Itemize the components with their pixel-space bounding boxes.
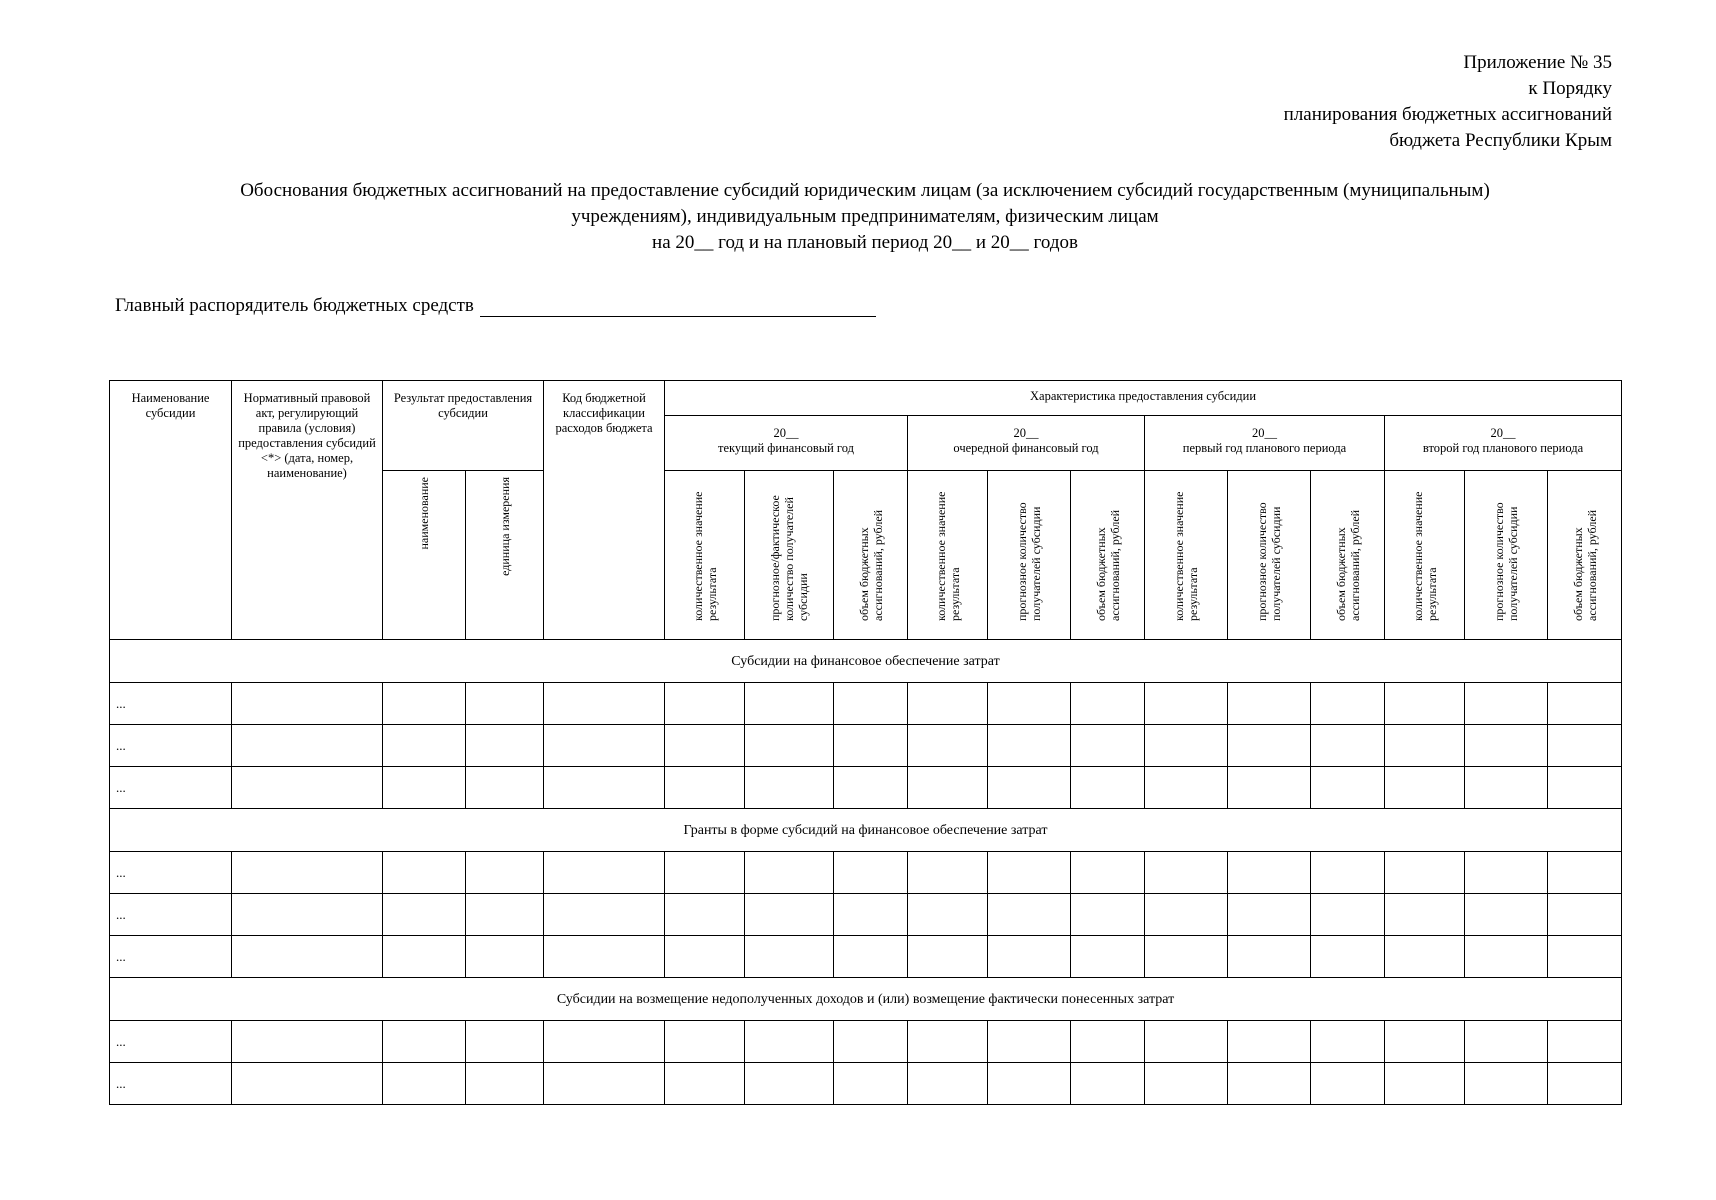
row-name-cell[interactable]: ... — [110, 725, 232, 767]
table-cell[interactable] — [908, 936, 988, 978]
table-cell[interactable] — [665, 725, 745, 767]
table-cell[interactable] — [1071, 852, 1145, 894]
table-cell[interactable] — [232, 936, 383, 978]
header-year-plan-1 — [1145, 416, 1385, 471]
table-cell[interactable] — [1071, 936, 1145, 978]
table-cell[interactable] — [908, 725, 988, 767]
distributor-field — [115, 295, 876, 317]
table-cell[interactable] — [908, 767, 988, 809]
table-cell[interactable] — [908, 1021, 988, 1063]
table-cell[interactable] — [1465, 852, 1548, 894]
table-cell[interactable] — [1548, 894, 1622, 936]
table-cell[interactable] — [988, 767, 1071, 809]
header-y2-quantity: количественное значение результата — [908, 471, 988, 640]
section-row — [110, 978, 1622, 1021]
table-cell[interactable] — [988, 1021, 1071, 1063]
table-cell[interactable] — [544, 894, 665, 936]
header-result-unit: единица измерения — [466, 471, 544, 640]
table-cell[interactable] — [665, 683, 745, 725]
table-cell[interactable] — [908, 683, 988, 725]
header-subsidy-name: Наименование субсидии — [110, 381, 232, 640]
table-cell[interactable] — [232, 1063, 383, 1105]
table-cell[interactable] — [1548, 936, 1622, 978]
header-y2-amount: объем бюджетных ассигнований, рублей — [1071, 471, 1145, 640]
table-cell[interactable] — [665, 852, 745, 894]
table-cell[interactable] — [1145, 936, 1228, 978]
table-cell[interactable] — [1228, 1063, 1311, 1105]
table-cell[interactable] — [745, 767, 834, 809]
table-cell[interactable] — [1311, 767, 1385, 809]
row-name-cell[interactable]: ... — [110, 1021, 232, 1063]
table-cell[interactable] — [1071, 683, 1145, 725]
table-cell[interactable] — [1311, 725, 1385, 767]
table-row — [110, 936, 1622, 978]
table-cell[interactable] — [1071, 1021, 1145, 1063]
table-cell[interactable] — [1548, 767, 1622, 809]
table-cell[interactable] — [466, 767, 544, 809]
document-title — [115, 178, 1615, 256]
title-line-2: учреждениям), индивидуальным предпринимателям, физическим лицам — [571, 206, 1159, 227]
year-plan-1-value: 20__ — [1252, 426, 1278, 440]
header-y4-recipients: прогнозное количество получателей субсидии — [1465, 471, 1548, 640]
header-y1-quantity: количественное значение результата — [665, 471, 745, 640]
table-cell[interactable] — [988, 936, 1071, 978]
table-row — [110, 894, 1622, 936]
table-cell[interactable] — [1548, 683, 1622, 725]
table-cell[interactable] — [544, 852, 665, 894]
table-cell[interactable] — [1228, 725, 1311, 767]
table-cell[interactable] — [383, 1021, 466, 1063]
table-cell[interactable] — [745, 683, 834, 725]
header-year-next — [908, 416, 1145, 471]
row-name-cell[interactable]: ... — [110, 852, 232, 894]
row-name-cell[interactable]: ... — [110, 936, 232, 978]
table-cell[interactable] — [1071, 894, 1145, 936]
table-cell[interactable] — [383, 852, 466, 894]
row-name-cell[interactable]: ... — [110, 894, 232, 936]
appendix-ref: к Порядку — [1528, 78, 1612, 99]
table-cell[interactable] — [1465, 683, 1548, 725]
header-y3-quantity: количественное значение результата — [1145, 471, 1228, 640]
table-cell[interactable] — [745, 936, 834, 978]
table-cell[interactable] — [665, 936, 745, 978]
table-cell[interactable] — [1228, 1021, 1311, 1063]
header-y4-quantity: количественное значение результата — [1385, 471, 1465, 640]
table-cell[interactable] — [834, 852, 908, 894]
table-cell[interactable] — [1385, 852, 1465, 894]
table-cell[interactable] — [232, 767, 383, 809]
table-cell[interactable] — [1228, 894, 1311, 936]
appendix-number: Приложение № 35 — [1463, 52, 1612, 73]
table-cell[interactable] — [232, 894, 383, 936]
table-cell[interactable] — [232, 725, 383, 767]
table-cell[interactable] — [544, 767, 665, 809]
table-cell[interactable] — [988, 725, 1071, 767]
table-cell[interactable] — [1311, 683, 1385, 725]
table-cell[interactable] — [1311, 852, 1385, 894]
year-current-label: текущий финансовый год — [718, 441, 854, 455]
table-cell[interactable] — [834, 894, 908, 936]
table-cell[interactable] — [834, 1021, 908, 1063]
table-row — [110, 683, 1622, 725]
row-name-cell[interactable]: ... — [110, 767, 232, 809]
title-line-1: Обоснования бюджетных ассигнований на предоставление субсидий юридическим лицам (за исключением субсидий государственным (муниципальным) — [240, 180, 1490, 201]
table-cell[interactable] — [1145, 894, 1228, 936]
table-cell[interactable] — [1311, 1021, 1385, 1063]
table-cell[interactable] — [1228, 683, 1311, 725]
table-cell[interactable] — [1145, 683, 1228, 725]
section-title: Гранты в форме субсидий на финансовое обеспечение затрат — [110, 809, 1622, 852]
table-cell[interactable] — [1465, 936, 1548, 978]
header-y1-amount: объем бюджетных ассигнований, рублей — [834, 471, 908, 640]
table-cell[interactable] — [383, 936, 466, 978]
table-cell[interactable] — [466, 725, 544, 767]
table-cell[interactable] — [1228, 767, 1311, 809]
table-cell[interactable] — [1228, 936, 1311, 978]
section-row — [110, 809, 1622, 852]
year-plan-1-label: первый год планового периода — [1182, 441, 1347, 455]
table-cell[interactable] — [1385, 725, 1465, 767]
subsidy-form-table — [109, 380, 1622, 1105]
table-cell[interactable] — [1228, 852, 1311, 894]
header-budget-code: Код бюджетной классификации расходов бюджета — [544, 381, 665, 640]
year-plan-2-value: 20__ — [1490, 426, 1516, 440]
table-cell[interactable] — [544, 1063, 665, 1105]
table-cell[interactable] — [1465, 894, 1548, 936]
table-cell[interactable] — [1548, 725, 1622, 767]
table-cell[interactable] — [1145, 1063, 1228, 1105]
table-cell[interactable] — [1145, 1021, 1228, 1063]
table-cell[interactable] — [544, 683, 665, 725]
table-cell[interactable] — [834, 683, 908, 725]
table-cell[interactable] — [665, 1063, 745, 1105]
table-cell[interactable] — [834, 767, 908, 809]
table-cell[interactable] — [988, 894, 1071, 936]
header-result-name: наименование — [383, 471, 466, 640]
table-row — [110, 725, 1622, 767]
appendix-ref-2: планирования бюджетных ассигнований — [1283, 104, 1612, 125]
year-next-label: очередной финансовый год — [953, 441, 1099, 455]
distributor-label: Главный распорядитель бюджетных средств — [115, 295, 474, 316]
section-title: Субсидии на финансовое обеспечение затрат — [110, 640, 1622, 683]
year-plan-2-label: второй год планового периода — [1422, 441, 1584, 455]
table-cell[interactable] — [383, 1063, 466, 1105]
header-year-plan-2 — [1385, 416, 1622, 471]
table-row — [110, 852, 1622, 894]
table-row — [110, 767, 1622, 809]
table-cell[interactable] — [1385, 1063, 1465, 1105]
table-cell[interactable] — [466, 936, 544, 978]
section-row — [110, 640, 1622, 683]
table-cell[interactable] — [544, 725, 665, 767]
title-line-3: на 20__ год и на плановый период 20__ и 20__ годов — [652, 232, 1078, 253]
table-cell[interactable] — [1071, 1063, 1145, 1105]
table-row — [110, 1021, 1622, 1063]
table-cell[interactable] — [834, 936, 908, 978]
table-cell[interactable] — [383, 725, 466, 767]
table-cell[interactable] — [1385, 936, 1465, 978]
table-cell[interactable] — [1311, 1063, 1385, 1105]
table-cell[interactable] — [544, 1021, 665, 1063]
header-y1-recipients: прогнозное/фактическое количество получателей субсидии — [745, 471, 834, 640]
table-row — [110, 1063, 1622, 1105]
table-cell[interactable] — [466, 1063, 544, 1105]
table-cell[interactable] — [1311, 936, 1385, 978]
table-cell[interactable] — [383, 683, 466, 725]
appendix-ref-3: бюджета Республики Крым — [1389, 130, 1612, 151]
table-cell[interactable] — [1071, 725, 1145, 767]
table-cell[interactable] — [466, 683, 544, 725]
header-y2-recipients: прогнозное количество получателей субсидии — [988, 471, 1071, 640]
table-cell[interactable] — [1071, 767, 1145, 809]
distributor-blank-line[interactable] — [480, 296, 876, 317]
table-cell[interactable] — [1465, 1021, 1548, 1063]
table-cell[interactable] — [745, 725, 834, 767]
table-cell[interactable] — [383, 767, 466, 809]
header-characteristics: Характеристика предоставления субсидии — [665, 381, 1622, 416]
table-cell[interactable] — [988, 852, 1071, 894]
table-cell[interactable] — [745, 1063, 834, 1105]
table-cell[interactable] — [745, 1021, 834, 1063]
table-cell[interactable] — [745, 894, 834, 936]
table-cell[interactable] — [665, 767, 745, 809]
table-cell[interactable] — [232, 683, 383, 725]
header-y3-amount: объем бюджетных ассигнований, рублей — [1311, 471, 1385, 640]
table-cell[interactable] — [988, 683, 1071, 725]
header-y3-recipients: прогнозное количество получателей субсидии — [1228, 471, 1311, 640]
table-cell[interactable] — [383, 894, 466, 936]
year-next-value: 20__ — [1013, 426, 1039, 440]
row-name-cell[interactable]: ... — [110, 1063, 232, 1105]
table-cell[interactable] — [1145, 725, 1228, 767]
table-cell[interactable] — [665, 894, 745, 936]
table-cell[interactable] — [908, 852, 988, 894]
table-cell[interactable] — [745, 852, 834, 894]
table-cell[interactable] — [466, 894, 544, 936]
table-cell[interactable] — [232, 852, 383, 894]
table-cell[interactable] — [1465, 767, 1548, 809]
table-cell[interactable] — [1145, 767, 1228, 809]
table-cell[interactable] — [466, 1021, 544, 1063]
table-cell[interactable] — [1385, 683, 1465, 725]
table-cell[interactable] — [1145, 852, 1228, 894]
header-legal-act: Нормативный правовой акт, регулирующий правила (условия) предоставления субсидий <*> (дата, номер, наименование) — [232, 381, 383, 640]
table-cell[interactable] — [1465, 1063, 1548, 1105]
table-cell[interactable] — [1385, 894, 1465, 936]
section-title: Субсидии на возмещение недополученных доходов и (или) возмещение фактически понесенных затрат — [110, 978, 1622, 1021]
table-cell[interactable] — [232, 1021, 383, 1063]
table-cell[interactable] — [908, 1063, 988, 1105]
table-cell[interactable] — [1311, 894, 1385, 936]
appendix-header — [1284, 50, 1612, 154]
table-cell[interactable] — [834, 725, 908, 767]
table-cell[interactable] — [665, 1021, 745, 1063]
header-year-current — [665, 416, 908, 471]
header-y4-amount: объем бюджетных ассигнований, рублей — [1548, 471, 1622, 640]
table-cell[interactable] — [1385, 767, 1465, 809]
table-cell[interactable] — [466, 852, 544, 894]
table-cell[interactable] — [988, 1063, 1071, 1105]
table-cell[interactable] — [1548, 852, 1622, 894]
table-cell[interactable] — [1548, 1063, 1622, 1105]
table-cell[interactable] — [908, 894, 988, 936]
table-cell[interactable] — [1385, 1021, 1465, 1063]
row-name-cell[interactable]: ... — [110, 683, 232, 725]
header-result: Результат предоставления субсидии — [383, 381, 544, 471]
table-cell[interactable] — [1548, 1021, 1622, 1063]
table-cell[interactable] — [544, 936, 665, 978]
table-cell[interactable] — [1465, 725, 1548, 767]
year-current-value: 20__ — [773, 426, 799, 440]
table-cell[interactable] — [834, 1063, 908, 1105]
